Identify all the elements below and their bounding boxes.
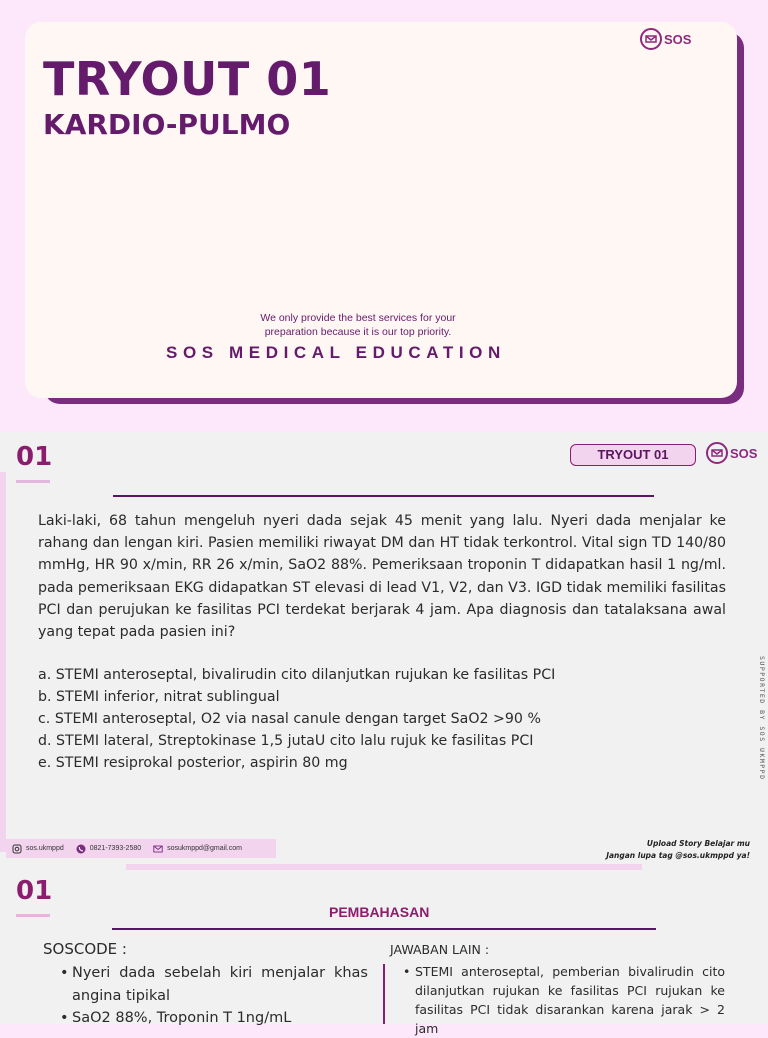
other-answers-list [403,962,725,1038]
sos-logo-icon [706,442,728,464]
soscode-item: • Nyeri dada sebelah kiri menjalar khas angina tipikal [60,962,368,1007]
instagram-handle: sos.ukmppd [26,845,64,852]
contact-phone [76,844,141,854]
upload-note-line-2: Jangan lupa tag @sos.ukmppd ya! [606,851,750,860]
logo-text: SOS [730,445,758,461]
soscode-item: • SaO2 88%, Troponin T 1ng/mL [60,1007,368,1030]
upload-note-line-1: Upload Story Belajar mu [646,839,750,848]
upload-note [606,838,750,862]
answer-slide [0,864,768,1036]
email-address: sosukmppd@gmail.com [167,845,242,852]
question-number: 01 [16,442,53,472]
question-text: Laki-laki, 68 tahun mengeluh nyeri dada sejak 45 menit yang lalu. Nyeri dada menjalar ke rahang dan lengan kiri. Pasien memiliki riwayat DM dan HT tidak terkontrol. Vital sign TD 140/80 mmHg, HR 90 x/min, RR 26 x/min, SaO2 88%. Pemeriksaan troponin T didapatkan hasil 1 ng/ml. pada pemeriksaan EKG didapatkan ST elevasi di lead V1, V2, dan V3. IGD tidak memiliki fasilitas PCI dan perujukan ke fasilitas PCI terdekat berjarak 4 jam. Apa diagnosis dan tatalaksana awal yang tepat pada pasien ini? [38,513,726,641]
other-answers-title: JAWABAN LAIN : [390,942,490,957]
question-number-underline [16,480,50,483]
question-slide [0,432,768,864]
soscode-list [60,962,368,1030]
instagram-icon [12,844,22,854]
answer-number: 01 [16,876,53,906]
contact-email [153,844,242,854]
question-divider [113,495,654,497]
cover-title: TRYOUT 01 [43,52,332,106]
phone-number: 0821-7393-2580 [89,845,142,852]
question-logo [706,442,757,464]
answer-divider [112,928,656,930]
sos-logo-icon [640,28,662,50]
cover-brand: SOS MEDICAL EDUCATION [166,343,506,362]
other-answer-item: • STEMI anteroseptal, pemberian bivalirudin cito dilanjutkan rujukan ke fasilitas PCI rujukan ke fasilitas PCI tidak disarankan karena jarak > 2 jam [403,962,725,1038]
tagline-line-1: We only provide the best services for your [260,312,456,324]
answer-heading: PEMBAHASAN [329,904,430,920]
cover-subtitle: KARDIO-PULMO [43,108,291,141]
cover-tagline [235,311,481,339]
soscode-title: SOSCODE : [43,940,127,958]
vertical-side-text: SUPPORTED BY SOS UKMPPD [758,656,766,781]
cover-slide [0,0,768,432]
contact-bar [6,839,276,858]
cover-logo [640,28,691,50]
option-e[interactable]: e. STEMI resiprokal posterior, aspirin 80 mg [38,755,348,771]
left-accent-bar [0,472,6,852]
option-d[interactable]: d. STEMI lateral, Streptokinase 1,5 jutaU cito lalu rujuk ke fasilitas PCI [38,733,534,749]
answer-top-bar [126,864,642,870]
contact-instagram [12,844,64,854]
answer-options [38,664,726,774]
option-a[interactable]: a. STEMI anteroseptal, bivalirudin cito dilanjutkan rujukan ke fasilitas PCI [38,667,556,683]
tryout-pill: TRYOUT 01 [570,444,696,466]
answer-column-divider [383,964,385,1024]
mail-icon [153,844,163,854]
option-b[interactable]: b. STEMI inferior, nitrat sublingual [38,689,280,705]
answer-number-underline [16,914,50,917]
tagline-line-2: preparation because it is our top priority. [264,326,452,338]
logo-text: SOS [664,31,692,47]
option-c[interactable]: c. STEMI anteroseptal, O2 via nasal canule dengan target SaO2 >90 % [38,711,541,727]
phone-icon [76,844,86,854]
